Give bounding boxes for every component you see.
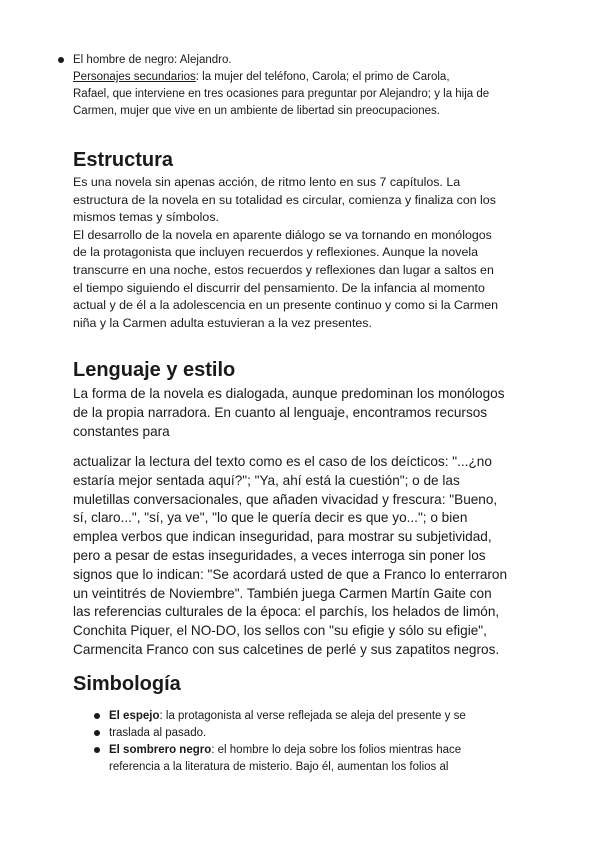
bullet-dot — [94, 730, 100, 736]
text-line: El desarrollo de la novela en aparente diálogo se va tornando en monólogos — [73, 227, 492, 242]
symbol-item-espejo: El espejo: la protagonista al verse reflejada se aleja del presente y se — [109, 710, 466, 722]
bullet-dot — [58, 57, 64, 63]
text-line: Carmencita Franco con sus calcetines de perlé y sus zapatitos negros. — [73, 641, 500, 657]
text-line: sí, claro...", "sí, ya ve", "lo que le quería decir es que yo..."; o bien — [73, 510, 468, 526]
text-line: La forma de la novela es dialogada, aunque predominan los monólogos — [73, 386, 505, 401]
estructura-heading: Estructura — [73, 149, 174, 171]
text-line: Es una novela sin apenas acción, de ritmo lento en sus 7 capítulos. La — [73, 175, 461, 189]
symbol-term: El espejo — [109, 710, 160, 722]
characters-block — [73, 52, 573, 120]
symbol-item-espejo-cont: traslada al pasado. — [109, 727, 207, 739]
text-line: mismos temas y símbolos. — [73, 210, 219, 225]
text-line: el tiempo siguiendo el discurrir del pensamiento. De la infancia al momento — [73, 280, 485, 295]
secondary-characters-label: Personajes secundarios — [73, 71, 196, 83]
bullet-dot — [94, 747, 100, 753]
text-line: actualizar la lectura del texto como es el caso de los deícticos: "...¿no — [73, 454, 492, 469]
simbologia-heading: Simbología — [73, 673, 181, 695]
text-line: emplea verbos que indican inseguridad, para mostrar su subjetividad, — [73, 529, 492, 545]
text-line: estaría mejor sentada aquí?"; "Ya, ahí está la cuestión"; o de las — [73, 472, 460, 488]
lenguaje-intro — [73, 385, 543, 441]
lenguaje-heading: Lenguaje y estilo — [73, 359, 236, 381]
text-line: signos que lo indican: "Se acordará usted de que a Franco lo enterraron — [73, 566, 508, 582]
text-line: las referencias culturales de la época: el parchís, los helados de limón, — [73, 604, 500, 620]
text-line: constantes para — [73, 423, 170, 439]
text-line: de la propia narradora. En cuanto al lenguaje, encontramos recursos — [73, 404, 488, 420]
main-character-item: El hombre de negro: Alejandro. — [73, 54, 232, 66]
text-line: de la protagonista que incluyen recuerdos y reflexiones. Aunque la novela — [73, 245, 479, 260]
symbol-item-sombrero: El sombrero negro: el hombre lo deja sobre los folios mientras hace referencia a la literatura de misterio. Bajo él, aumentan los folios al — [109, 744, 462, 773]
text-line: actual y de él a la adolescencia en un presente continuo y como si la Carmen — [73, 298, 498, 313]
text-line: estructura de la novela en su totalidad es circular, comienza y finaliza con los — [73, 192, 496, 207]
bullet-dot — [94, 713, 100, 719]
estructura-paragraph — [73, 174, 543, 332]
text-line: niña y la Carmen adulta estuvieran a la vez presentes. — [73, 315, 372, 330]
lenguaje-body — [73, 453, 553, 660]
symbol-term: El sombrero negro — [109, 744, 212, 756]
text-line: pero a pesar de estas inseguridades, a veces interroga sin poner los — [73, 547, 486, 563]
text-line: muletillas conversacionales, que añaden vivacidad y frescura: "Bueno, — [73, 491, 498, 507]
secondary-characters-line-3: Carmen, mujer que vive en un ambiente de libertad sin preocupaciones. — [73, 105, 440, 117]
secondary-characters-line-2: Rafael, que interviene en tres ocasiones para preguntar por Alejandro; y la hija de — [73, 88, 490, 100]
text-line: transcurre en una noche, estos recuerdos y reflexiones dan lugar a saltos en — [73, 262, 494, 277]
secondary-characters-line-1: Personajes secundarios: la mujer del teléfono, Carola; el primo de Carola, — [73, 71, 450, 83]
text-line: Conchita Piquer, el NO-DO, los sellos con "su efigie y sólo su efigie", — [73, 623, 487, 639]
text-line: un veintitrés de Noviembre". También juega Carmen Martín Gaite con — [73, 585, 492, 601]
